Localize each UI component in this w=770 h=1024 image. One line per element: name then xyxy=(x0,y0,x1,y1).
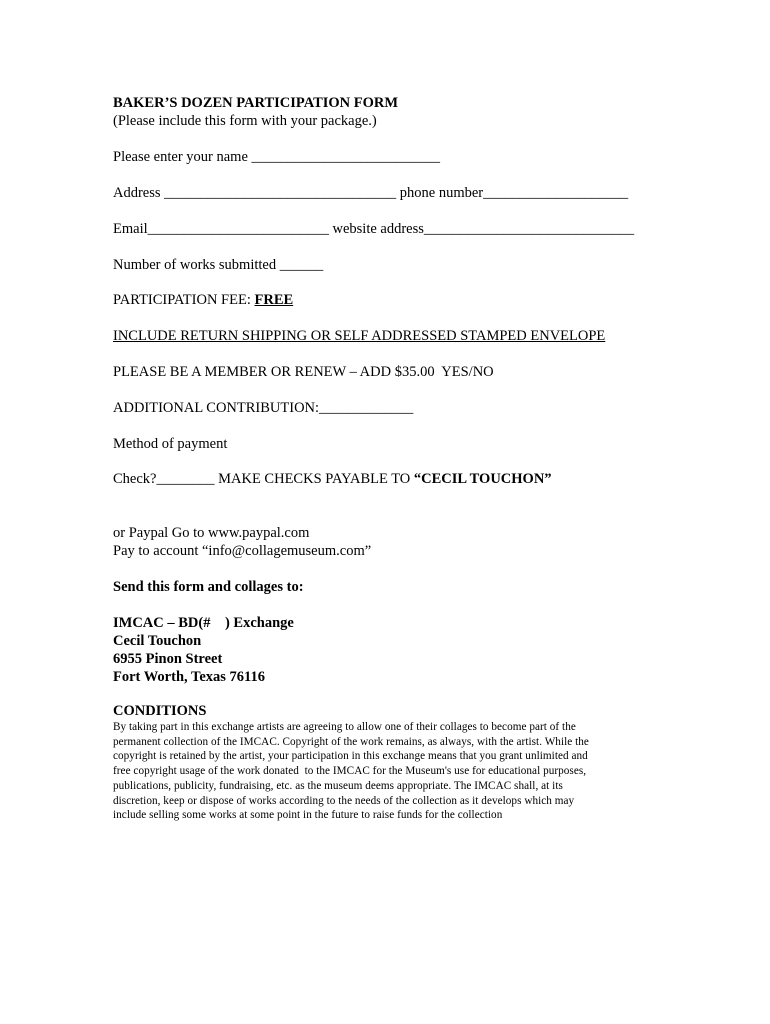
fee-value: FREE xyxy=(254,292,294,308)
conditions-line: include selling some works at some point in the future to raise funds for the collection xyxy=(113,809,503,822)
send-heading: Send this form and collages to: xyxy=(113,579,304,595)
paypal-account-line: Pay to account “info@collagemuseum.com” xyxy=(113,543,372,559)
address-line-3: 6955 Pinon Street xyxy=(113,651,223,667)
works-count-line: Number of works submitted ______ xyxy=(113,257,324,273)
conditions-line: copyright is retained by the artist, your participation in this exchange means that you grant unlimited and xyxy=(113,750,588,763)
email-website-line: Email_________________________ website address_____________________________ xyxy=(113,221,635,237)
conditions-line: publications, publicity, fundraising, etc. as the museum deems appropriate. The IMCAC shall, at its xyxy=(113,779,563,792)
check-prefix: Check?________ MAKE CHECKS PAYABLE TO xyxy=(113,471,414,487)
name-field-line: Please enter your name __________________________ xyxy=(113,149,441,165)
conditions-body xyxy=(113,720,653,823)
paypal-line: or Paypal Go to www.paypal.com xyxy=(113,525,310,541)
conditions-line: permanent collection of the IMCAC. Copyright of the work remains, as always, with the artist. While the xyxy=(113,735,589,748)
check-payee: “CECIL TOUCHON” xyxy=(413,471,552,487)
conditions-line: free copyright usage of the work donated to the IMCAC for the Museum's use for educational purposes, xyxy=(113,765,587,778)
form-title: BAKER’S DOZEN PARTICIPATION FORM xyxy=(113,95,399,111)
conditions-line: By taking part in this exchange artists are agreeing to allow one of their collages to become part of the xyxy=(113,721,576,733)
contribution-line: ADDITIONAL CONTRIBUTION:_____________ xyxy=(113,400,414,416)
payment-method-label: Method of payment xyxy=(113,436,228,452)
participation-form xyxy=(113,94,713,823)
address-line-1: IMCAC – BD(# ) Exchange xyxy=(113,615,294,631)
address-phone-line: Address ________________________________ phone number____________________ xyxy=(113,185,629,201)
mailing-address xyxy=(113,614,713,686)
conditions-line: discretion, keep or dispose of works according to the needs of the collection as it develops which may xyxy=(113,794,575,807)
form-subtitle: (Please include this form with your package.) xyxy=(113,113,377,129)
shipping-instruction: INCLUDE RETURN SHIPPING OR SELF ADDRESSED STAMPED ENVELOPE xyxy=(113,328,606,344)
address-line-2: Cecil Touchon xyxy=(113,633,202,649)
membership-line: PLEASE BE A MEMBER OR RENEW – ADD $35.00 YES/NO xyxy=(113,364,494,380)
check-line xyxy=(113,470,713,488)
address-line-4: Fort Worth, Texas 76116 xyxy=(113,669,265,685)
conditions-title: CONDITIONS xyxy=(113,703,207,719)
fee-line xyxy=(113,291,713,309)
fee-label: PARTICIPATION FEE: xyxy=(113,292,255,308)
